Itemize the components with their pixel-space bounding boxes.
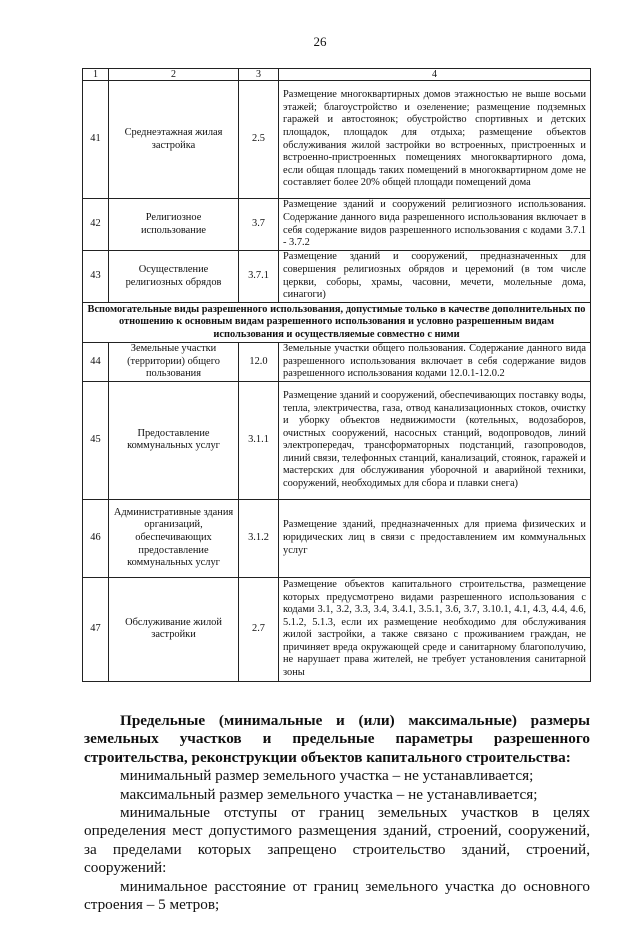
table-header-row xyxy=(83,69,591,81)
table-row xyxy=(83,343,591,382)
section-header-row xyxy=(83,303,591,343)
section-header: Вспомогательные виды разрешенного использования, допустимые только в качестве дополнительных по отношению к основным видам разрешенного использования и условно разрешенным видам использования и осуществляемые совместно с ними xyxy=(83,303,591,343)
row-number: 47 xyxy=(83,577,109,681)
use-description: Размещение зданий и сооружений, предназначенных для совершения религиозных обрядов и церемоний (в том числе церкви, соборы, храмы, часовни, мечети, молельные дома, синагоги) xyxy=(279,251,591,303)
use-description: Земельные участки общего пользования. Содержание данного вида разрешенного использования включает в себя содержание видов разрешенного использования кодами 12.0.1-12.0.2 xyxy=(279,343,591,382)
row-number: 44 xyxy=(83,343,109,382)
use-description: Размещение зданий, предназначенных для приема физических и юридических лиц в связи с предоставлением им коммунальных услуг xyxy=(279,499,591,577)
table-row xyxy=(83,199,591,251)
table-row xyxy=(83,577,591,681)
paragraph-min-distance: минимальное расстояние от границ земельного участка до основного строения – 5 метров; xyxy=(84,877,590,914)
limits-section xyxy=(84,712,590,914)
use-code: 2.7 xyxy=(239,577,279,681)
column-header: 2 xyxy=(109,69,239,81)
table-row xyxy=(83,499,591,577)
permitted-use-table xyxy=(82,68,591,682)
use-description: Размещение многоквартирных домов этажностью не выше восьми этажей; благоустройство и озеленение; размещение подземных гаражей и автостоянок; обустройство спортивных и детских площадок, площадок для отдыха; размещение объектов обслуживания жилой застройки во встроенных, пристроенных и встроенно-пристроенных помещениях многоквартирного дома, если общая площадь таких помещений в многоквартирном доме не составляет более 20% общей площади помещений дома xyxy=(279,81,591,199)
use-name: Предоставление коммунальных услуг xyxy=(109,381,239,499)
row-number: 45 xyxy=(83,381,109,499)
table-row xyxy=(83,251,591,303)
paragraph-max-size: максимальный размер земельного участка – не устанавливается; xyxy=(120,785,538,803)
column-header: 1 xyxy=(83,69,109,81)
use-name: Осуществление религиозных обрядов xyxy=(109,251,239,303)
row-number: 41 xyxy=(83,81,109,199)
column-header: 3 xyxy=(239,69,279,81)
use-name: Среднеэтажная жилая застройка xyxy=(109,81,239,199)
use-code: 3.7.1 xyxy=(239,251,279,303)
use-name: Обслуживание жилой застройки xyxy=(109,577,239,681)
use-name: Земельные участки (территории) общего пользования xyxy=(109,343,239,382)
use-code: 12.0 xyxy=(239,343,279,382)
row-number: 46 xyxy=(83,499,109,577)
table-row xyxy=(83,81,591,199)
use-code: 3.1.1 xyxy=(239,381,279,499)
paragraph-setbacks: минимальные отступы от границ земельных участков в целях определения мест допустимого размещения зданий, строений, сооружений, за пределами которых запрещено строительство зданий, строений, сооружений: xyxy=(84,804,590,877)
use-code: 2.5 xyxy=(239,81,279,199)
use-description: Размещение объектов капитального строительства, размещение которых предусмотрено видами разрешенного использования с кодами 3.1, 3.2, 3.3, 3.4, 3.4.1, 3.5.1, 3.6, 3.7, 3.10.1, 4.1, 4.3, 4.4, 4.6, 5.1.2, 5.1.3, если их размещение необходимо для обслуживания жилой застройки, а также связано с проживанием граждан, не причиняет вреда окружающей среде и санитарному благополучию, не нарушает права жителей, не требует установления санитарной зоны xyxy=(279,577,591,681)
page-number: 26 xyxy=(313,34,327,49)
row-number: 43 xyxy=(83,251,109,303)
column-header: 4 xyxy=(279,69,591,81)
use-code: 3.1.2 xyxy=(239,499,279,577)
use-name: Административные здания организаций, обеспечивающих предоставление коммунальных услуг xyxy=(109,499,239,577)
use-description: Размещение зданий и сооружений, обеспечивающих поставку воды, тепла, электричества, газа, отвод канализационных стоков, очистку и уборку объектов недвижимости (котельных, водозаборов, очистных сооружений, насосных станций, водопроводов, линий электропередач, трансформаторных подстанций, газопроводов, линий связи, телефонных станций, канализаций, стоянок, гаражей и мастерских для обслуживания уборочной и аварийной техники, сооружений, необходимых для сбора и плавки снега) xyxy=(279,381,591,499)
section-heading: Предельные (минимальные и (или) максимальные) размеры земельных участков и предельные параметры разрешенного строительства, реконструкции объектов капитального строительства: xyxy=(84,712,590,766)
row-number: 42 xyxy=(83,199,109,251)
use-description: Размещение зданий и сооружений религиозного использования. Содержание данного вида разрешенного использования включает в себя содержание видов разрешенного использования с кодами 3.7.1 - 3.7.2 xyxy=(279,199,591,251)
table-row xyxy=(83,381,591,499)
use-name: Религиозное использование xyxy=(109,199,239,251)
use-code: 3.7 xyxy=(239,199,279,251)
paragraph-min-size: минимальный размер земельного участка – не устанавливается; xyxy=(120,767,534,785)
